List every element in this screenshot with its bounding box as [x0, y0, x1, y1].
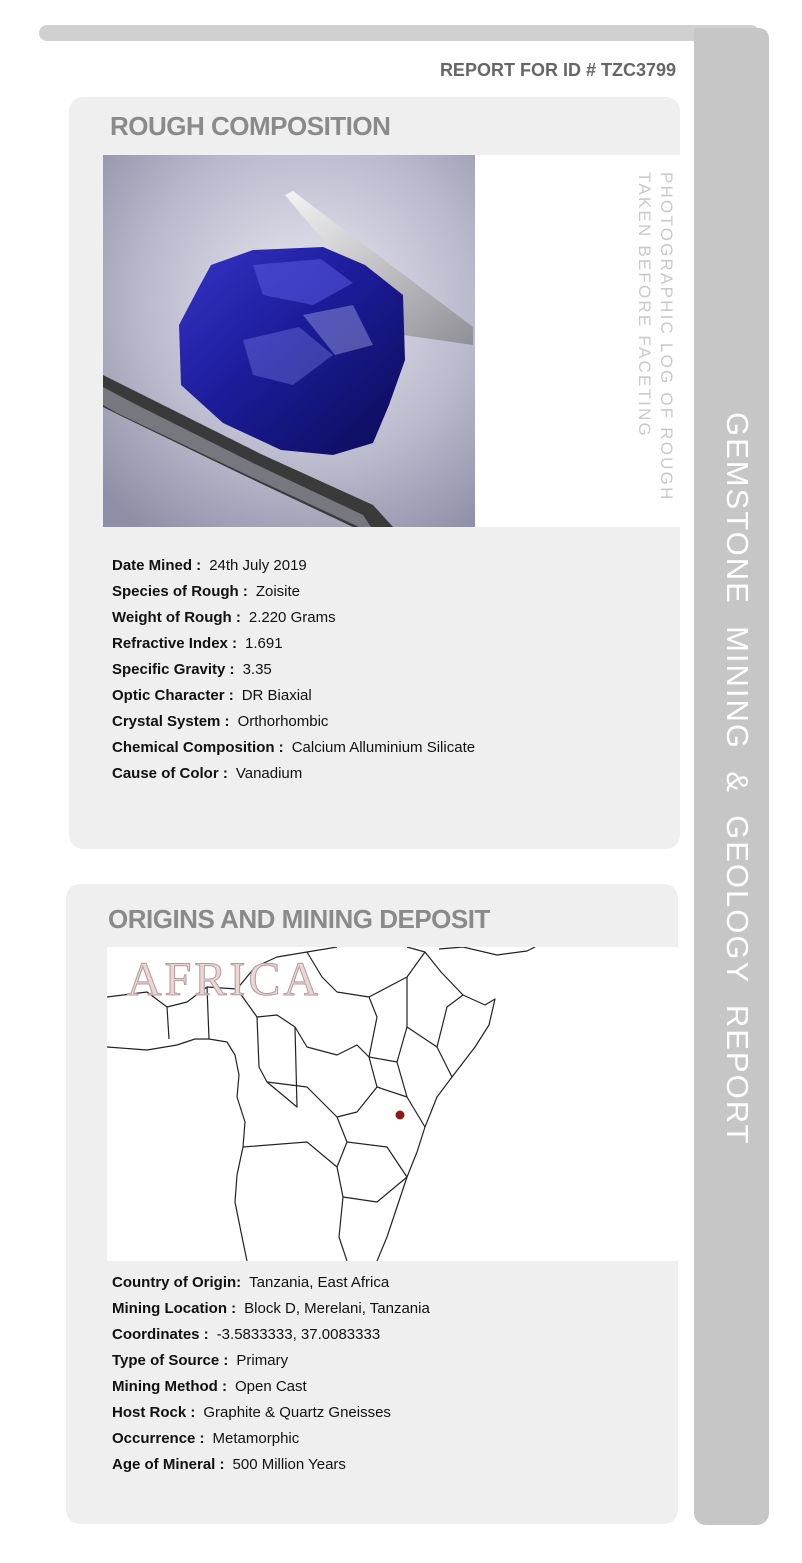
- field-value: Calcium Alluminium Silicate: [291, 739, 476, 756]
- field-row: [112, 631, 475, 657]
- field-label: Occurrence :: [112, 1430, 205, 1447]
- field-label: Species of Rough :: [112, 583, 248, 600]
- field-value: Tanzania, East Africa: [249, 1274, 390, 1291]
- field-row: [112, 683, 475, 709]
- photo-log-line-2: TAKEN BEFORE FACETING: [635, 172, 654, 438]
- field-label: Optic Character :: [112, 687, 234, 704]
- field-label: Specific Gravity :: [112, 661, 235, 678]
- field-row: [112, 709, 475, 735]
- field-label: Host Rock :: [112, 1404, 196, 1421]
- field-row: [112, 1348, 430, 1374]
- gemstone-image: [103, 155, 475, 527]
- field-label: Chemical Composition :: [112, 739, 284, 756]
- field-value: Block D, Merelani, Tanzania: [244, 1300, 430, 1317]
- field-value: DR Biaxial: [241, 687, 312, 704]
- field-value: Orthorhombic: [237, 713, 329, 730]
- field-value: 1.691: [245, 635, 283, 652]
- rough-fields: [112, 553, 475, 787]
- field-value: Metamorphic: [212, 1430, 300, 1447]
- photo-log-caption: [633, 172, 677, 502]
- mine-location-marker: [396, 1111, 405, 1120]
- map-label-africa: AFRICA: [127, 953, 322, 1006]
- field-value: 500 Million Years: [232, 1456, 346, 1473]
- field-value: -3.5833333, 37.0083333: [216, 1326, 381, 1343]
- field-row: [112, 1322, 430, 1348]
- field-label: Type of Source :: [112, 1352, 229, 1369]
- field-value: Graphite & Quartz Gneisses: [203, 1404, 391, 1421]
- field-label: Refractive Index :: [112, 635, 238, 652]
- field-row: [112, 1374, 430, 1400]
- field-label: Mining Location :: [112, 1300, 237, 1317]
- report-title-vertical: GEMSTONE MINING & GEOLOGY REPORT: [720, 412, 755, 1146]
- africa-map: [107, 947, 678, 1261]
- field-row: [112, 605, 475, 631]
- field-label: Weight of Rough :: [112, 609, 241, 626]
- field-row: [112, 1296, 430, 1322]
- rough-photo: [103, 155, 680, 527]
- field-value: 3.35: [242, 661, 272, 678]
- field-row: [112, 761, 475, 787]
- field-value: Primary: [236, 1352, 289, 1369]
- field-row: [112, 579, 475, 605]
- rough-composition-title: ROUGH COMPOSITION: [110, 111, 391, 141]
- field-label: Mining Method :: [112, 1378, 227, 1395]
- map-outline: [107, 947, 678, 1261]
- report-id: REPORT FOR ID # TZC3799: [439, 60, 676, 80]
- field-value: Open Cast: [234, 1378, 307, 1395]
- field-label: Cause of Color :: [112, 765, 228, 782]
- field-row: [112, 553, 475, 579]
- field-row: [112, 1270, 430, 1296]
- origins-title: ORIGINS AND MINING DEPOSIT: [108, 904, 490, 934]
- top-bar: [39, 25, 759, 41]
- field-value: Zoisite: [255, 583, 301, 600]
- photo-log-line-1: PHOTOGRAPHIC LOG OF ROUGH: [657, 172, 676, 502]
- field-row: [112, 1400, 430, 1426]
- field-row: [112, 657, 475, 683]
- field-label: Age of Mineral :: [112, 1456, 225, 1473]
- field-label: Country of Origin:: [112, 1274, 242, 1291]
- field-label: Coordinates :: [112, 1326, 209, 1343]
- field-value: 2.220 Grams: [248, 609, 336, 626]
- origins-fields: [112, 1270, 430, 1478]
- field-label: Date Mined :: [112, 557, 202, 574]
- field-row: [112, 735, 475, 761]
- field-label: Crystal System :: [112, 713, 230, 730]
- field-value: 24th July 2019: [209, 557, 307, 574]
- field-value: Vanadium: [235, 765, 303, 782]
- field-row: [112, 1426, 430, 1452]
- field-row: [112, 1452, 430, 1478]
